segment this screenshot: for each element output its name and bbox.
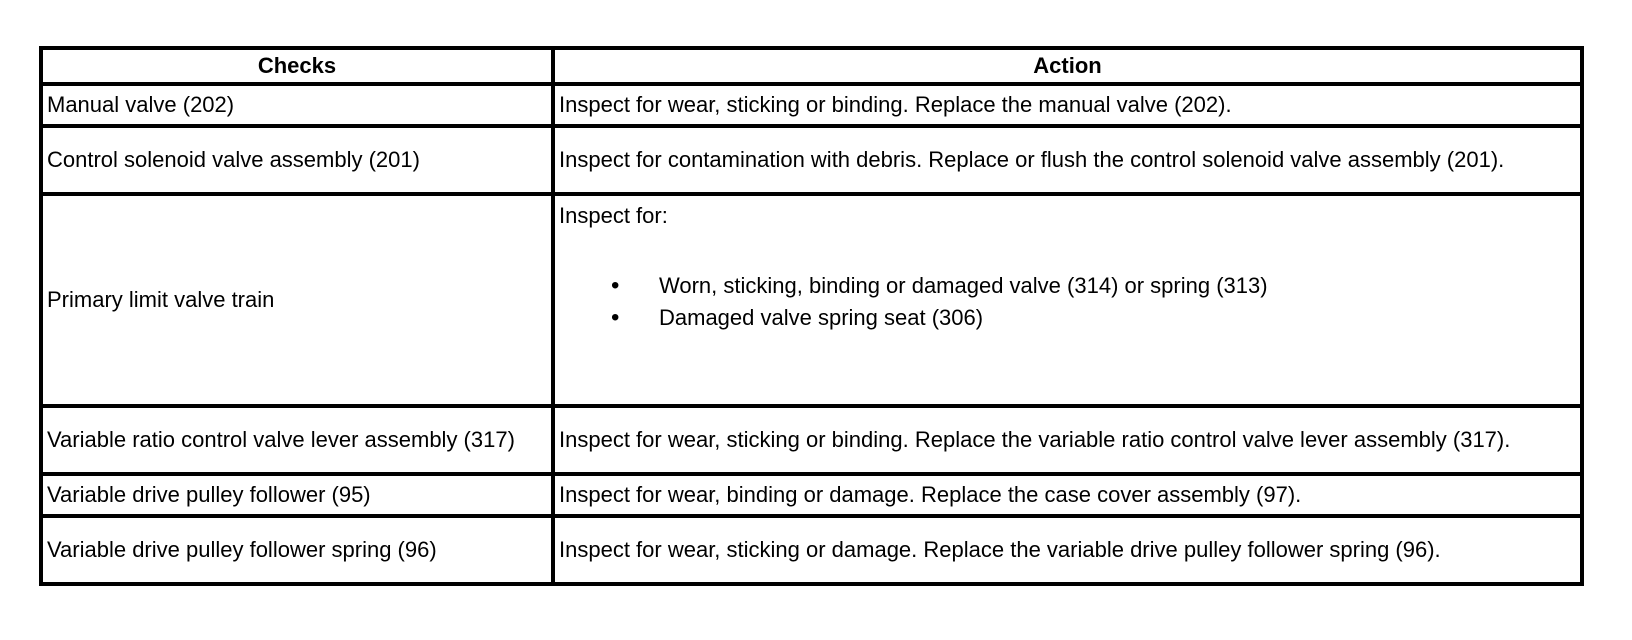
- table-row: [41, 194, 1582, 406]
- bullet-icon: •: [611, 272, 620, 299]
- checks-cell: Variable drive pulley follower (95): [41, 474, 553, 516]
- checks-cell: Variable drive pulley follower spring (96): [41, 516, 553, 584]
- bullet-icon: •: [611, 304, 620, 331]
- bullet-text: Damaged valve spring seat (306): [659, 305, 984, 330]
- checks-cell: Primary limit valve train: [41, 194, 553, 406]
- action-cell: Inspect for contamination with debris. Replace or flush the control solenoid valve assembly (201).: [553, 126, 1582, 194]
- action-cell: [553, 194, 1582, 406]
- checks-cell: Variable ratio control valve lever assembly (317): [41, 406, 553, 474]
- table-row: [41, 126, 1582, 194]
- checks-cell: Control solenoid valve assembly (201): [41, 126, 553, 194]
- checks-column-header: Checks: [41, 48, 553, 84]
- list-item: [559, 270, 1576, 302]
- action-column-header: Action: [553, 48, 1582, 84]
- table-body: [41, 84, 1582, 584]
- table-row: [41, 516, 1582, 584]
- list-item: [559, 302, 1576, 334]
- table-row: [41, 474, 1582, 516]
- bullet-text: Worn, sticking, binding or damaged valve (314) or spring (313): [659, 273, 1268, 298]
- action-cell: Inspect for wear, sticking or binding. Replace the variable ratio control valve lever assembly (317).: [553, 406, 1582, 474]
- table-row: [41, 406, 1582, 474]
- action-cell: Inspect for wear, binding or damage. Replace the case cover assembly (97).: [553, 474, 1582, 516]
- checks-action-table: [39, 46, 1584, 586]
- table-row: [41, 84, 1582, 126]
- action-bullet-list: [559, 270, 1576, 334]
- table-header: [41, 48, 1582, 84]
- action-intro-text: Inspect for:: [559, 203, 668, 228]
- action-cell: Inspect for wear, sticking or binding. Replace the manual valve (202).: [553, 84, 1582, 126]
- checks-cell: Manual valve (202): [41, 84, 553, 126]
- action-cell: Inspect for wear, sticking or damage. Replace the variable drive pulley follower spring (96).: [553, 516, 1582, 584]
- header-row: [41, 48, 1582, 84]
